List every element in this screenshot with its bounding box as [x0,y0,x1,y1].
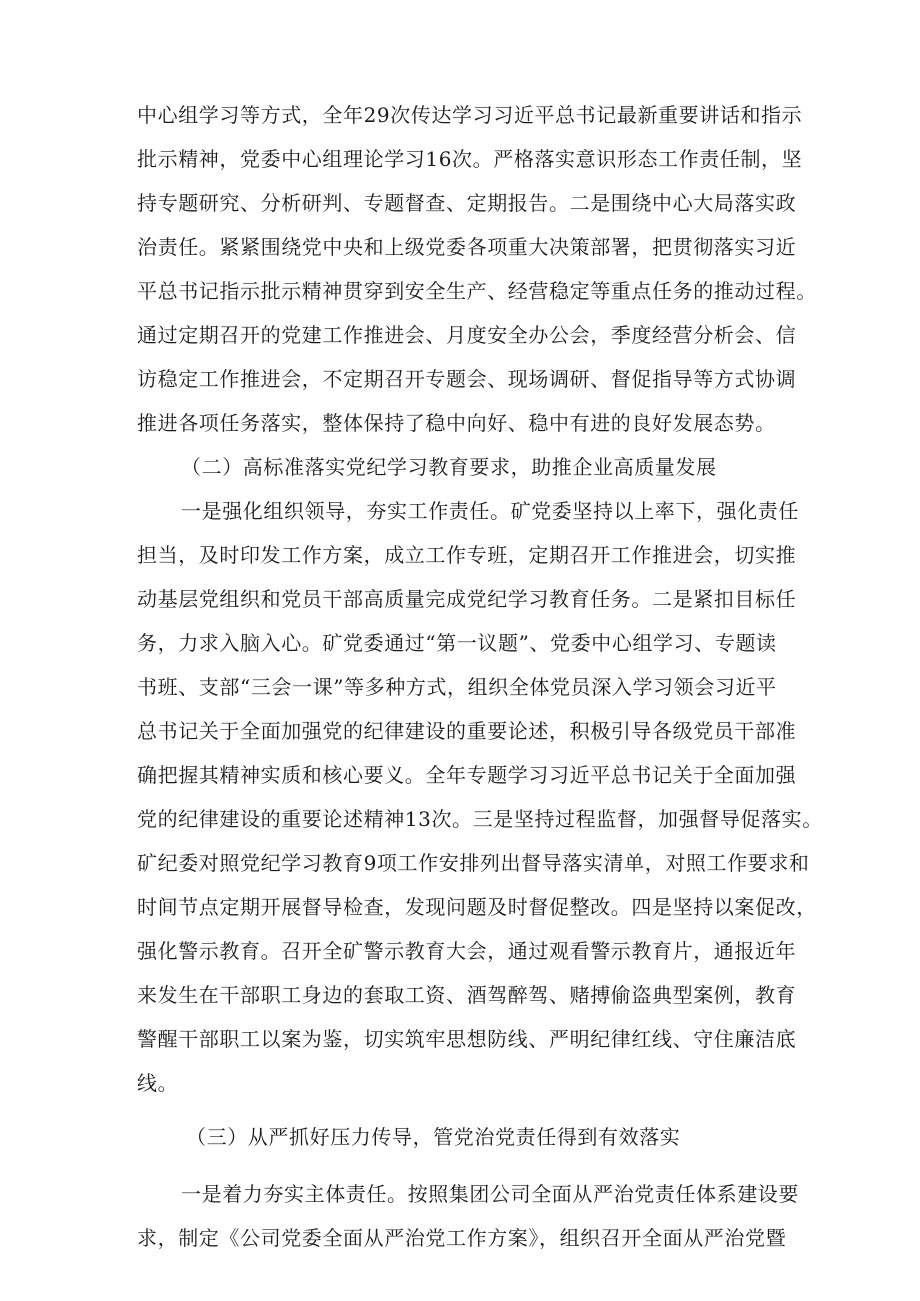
text-line: 时间节点定期开展督导检查，发现问题及时督促整改。四是坚持以案促改， [137,895,817,919]
text-line: 警醒干部职工以案为鉴，切实筑牢思想防线、严明纪律红线、守住廉洁底 [137,1027,797,1051]
text-line: 通过定期召开的党建工作推进会、月度安全办公会，季度经营分析会、信 [137,323,797,347]
text-line: 求，制定《公司党委全面从严治党工作方案》，组织召开全面从严治党暨 [137,1226,787,1250]
text-line: 线。 [137,1071,179,1095]
text-line: 中心组学习等方式，全年29次传达学习习近平总书记最新重要讲话和指示 [137,103,803,127]
text-line: 确把握其精神实质和核心要义。全年专题学习习近平总书记关于全面加强 [137,763,797,787]
text-line: 平总书记指示批示精神贯穿到安全生产、经营稳定等重点任务的推动过程。 [137,279,817,303]
text-line: 推进各项任务落实，整体保持了稳中向好、稳中有进的良好发展态势。 [137,411,776,435]
text-line: 治责任。紧紧围绕党中央和上级党委各项重大决策部署，把贯彻落实习近 [137,235,797,259]
text-line: 务，力求入脑入心。矿党委通过“第一议题”、党委中心组学习、专题读 [137,631,777,655]
text-line: 矿纪委对照党纪学习教育9项工作安排列出督导落实清单，对照工作要求和 [137,851,810,875]
text-line: 访稳定工作推进会，不定期召开专题会、现场调研、督促指导等方式协调 [137,367,797,391]
text-line: 强化警示教育。召开全矿警示教育大会，通过观看警示教育片，通报近年 [137,939,797,963]
paragraph-first-line: 一是着力夯实主体责任。按照集团公司全面从严治党责任体系建设要 [181,1182,799,1206]
text-line: 书班、支部“三会一课”等多种方式，组织全体党员深入学习领会习近平 [137,675,777,699]
text-line: 持专题研究、分析研判、专题督查、定期报告。二是围绕中心大局落实政 [137,191,797,215]
text-line: 来发生在干部职工身边的套取工资、酒驾醉驾、赌搏偷盗典型案例，教育 [137,983,797,1007]
text-line: 总书记关于全面加强党的纪律建设的重要论述，积极引导各级党员干部准 [137,719,797,743]
text-line: 党的纪律建设的重要论述精神13次。三是坚持过程监督，加强督导促落实。 [137,807,823,831]
text-line: 动基层党组织和党员干部高质量完成党纪学习教育任务。二是紧扣目标任 [137,587,797,611]
paragraph-first-line: 一是强化组织领导，夯实工作责任。矿党委坚持以上率下，强化责任 [181,499,799,523]
text-line: 担当，及时印发工作方案，成立工作专班，定期召开工作推进会，切实推 [137,543,797,567]
section-heading: （二）高标准落实党纪学习教育要求，助推企业高质量发展 [181,455,717,479]
section-heading: （三）从严抓好压力传导，管党治党责任得到有效落实 [186,1125,681,1149]
text-line: 批示精神，党委中心组理论学习16次。严格落实意识形态工作责任制，坚 [137,147,803,171]
